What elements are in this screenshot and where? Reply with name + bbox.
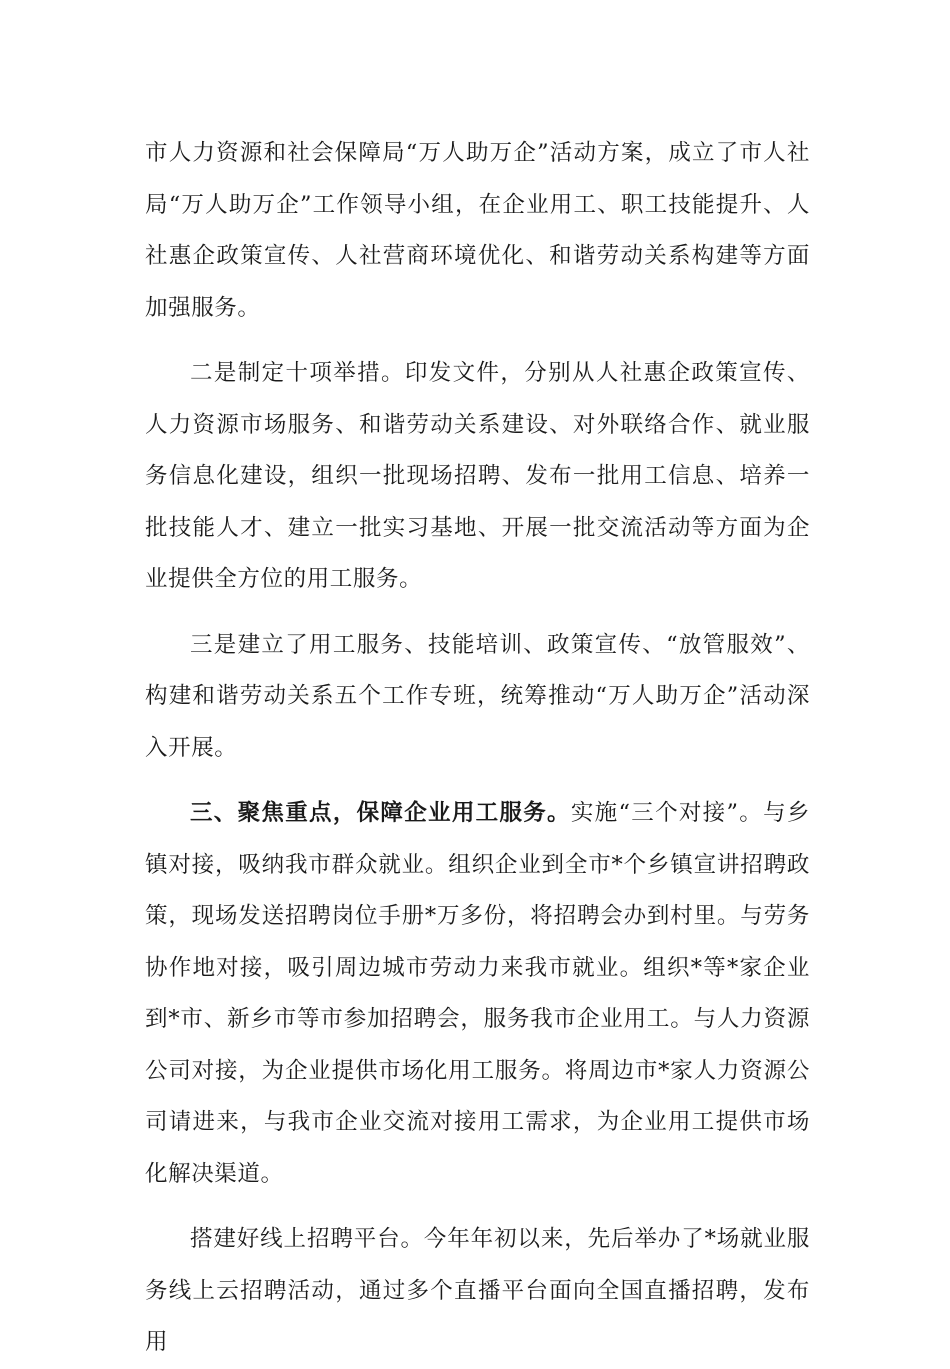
paragraph-5 <box>145 1214 810 1369</box>
paragraph-gap <box>145 1200 810 1214</box>
paragraph-1-text: 市人力资源和社会保障局“万人助万企”活动方案，成立了市人社局“万人助万企”工作领导小组，在企业用工、职工技能提升、人社惠企政策宣传、人社营商环境优化、和谐劳动关系构建等方面加强服务。 <box>145 140 810 321</box>
paragraph-1 <box>145 128 810 334</box>
paragraph-gap <box>145 606 810 620</box>
paragraph-3 <box>145 620 810 775</box>
paragraph-2 <box>145 348 810 606</box>
paragraph-gap <box>145 334 810 348</box>
section-heading: 三、聚焦重点，保障企业用工服务。 <box>190 800 571 826</box>
paragraph-4 <box>145 788 810 1200</box>
paragraph-2-text: 二是制定十项举措。印发文件，分别从人社惠企政策宣传、人力资源市场服务、和谐劳动关系建设、对外联络合作、就业服务信息化建设，组织一批现场招聘、发布一批用工信息、培养一批技能人才、建立一批实习基地、开展一批交流活动等方面为企业提供全方位的用工服务。 <box>145 360 810 592</box>
paragraph-3-text: 三是建立了用工服务、技能培训、政策宣传、“放管服效”、构建和谐劳动关系五个工作专班，统筹推动“万人助万企”活动深入开展。 <box>145 631 810 761</box>
document-body <box>145 128 810 1369</box>
paragraph-5-text: 搭建好线上招聘平台。今年年初以来，先后举办了*场就业服务线上云招聘活动，通过多个直播平台面向全国直播招聘，发布用 <box>145 1226 810 1355</box>
paragraph-4-text: 实施“三个对接”。与乡镇对接，吸纳我市群众就业。组织企业到全市*个乡镇宣讲招聘政策，现场发送招聘岗位手册*万多份，将招聘会办到村里。与劳务协作地对接，吸引周边城市劳动力来我市就业。组织*等*家企业到*市、新乡市等市参加招聘会，服务我市企业用工。与人力资源公司对接，为企业提供市场化用工服务。将周边市*家人力资源公司请进来，与我市企业交流对接用工需求，为企业用工提供市场化解决渠道。 <box>145 800 810 1187</box>
paragraph-gap <box>145 774 810 788</box>
